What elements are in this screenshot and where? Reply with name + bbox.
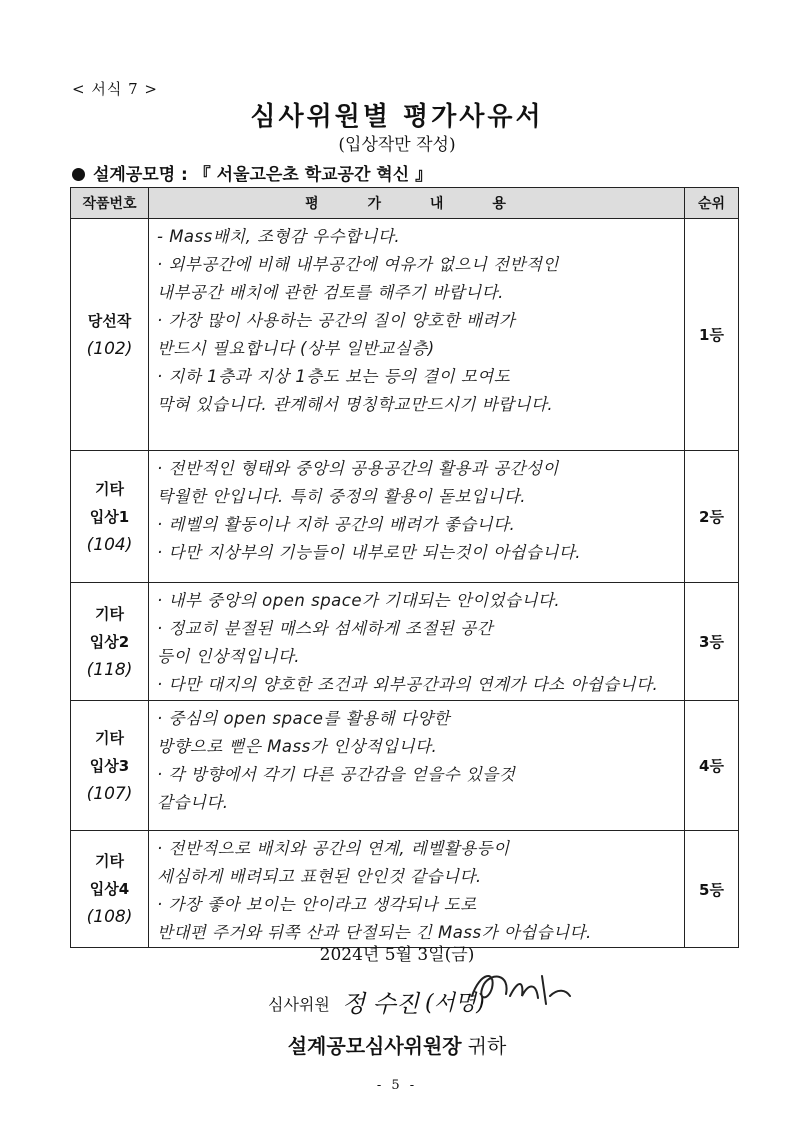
handwritten-comment-line: 같습니다. (157, 793, 229, 812)
document-subtitle: (입상작만 작성) (338, 135, 456, 155)
table-header-row (71, 188, 739, 219)
handwritten-comment-line: · 가장 많이 사용하는 공간의 질이 양호한 배려가 (157, 311, 516, 330)
signer-label: 심사위원 (268, 995, 330, 1014)
handwritten-comment-line: · 다만 지상부의 기능들이 내부로만 되는것이 아쉽습니다. (157, 543, 582, 562)
entry-number: (104) (86, 534, 133, 555)
document-date: 2024년 5월 3일(금) (319, 945, 475, 965)
handwritten-comment-line: · 가장 좋아 보이는 안이라고 생각되나 도로 (157, 895, 477, 914)
handwritten-comment-line: - Mass배치, 조형감 우수합니다. (157, 227, 401, 246)
header-entry-number: 작품번호 (71, 188, 149, 219)
table-row (71, 451, 739, 583)
handwritten-comment-line: · 정교히 분절된 매스와 섬세하게 조절된 공간 (157, 619, 494, 638)
signer-line (268, 984, 485, 1019)
entry-cell (71, 831, 149, 948)
entry-category: 기타 입상2 (89, 604, 130, 651)
rank-cell: 1등 (685, 219, 739, 451)
handwritten-comment-line: 탁월한 안입니다. 특히 중정의 활용이 돋보입니다. (157, 487, 526, 506)
table-row (71, 831, 739, 948)
handwritten-comment-line: 반대편 주거와 뒤쪽 산과 단절되는 긴 Mass가 아쉽습니다. (157, 923, 592, 942)
entry-cell (71, 583, 149, 701)
document-title: 심사위원별 평가사유서 (250, 102, 544, 132)
handwritten-comment-line: · 외부공간에 비해 내부공간에 여유가 없으니 전반적인 (157, 255, 559, 274)
handwritten-comment-line: · 내부 중앙의 open space가 기대되는 안이었습니다. (157, 591, 561, 610)
handwritten-comment-line: 막혀 있습니다. 관계해서 명칭학교만드시기 바랍니다. (157, 395, 554, 414)
signer-handwritten-name: 정 수진 (341, 990, 420, 1018)
evaluation-table (70, 187, 739, 948)
rank-cell: 3등 (685, 583, 739, 701)
handwritten-comment-line: · 다만 대지의 양호한 조건과 외부공간과의 연계가 다소 아쉽습니다. (157, 675, 659, 694)
entry-category: 당선작 (87, 311, 132, 330)
page-number: - 5 - (376, 1078, 418, 1093)
rank-cell: 5등 (685, 831, 739, 948)
addressee-main: 설계공모심사위원장 (287, 1034, 462, 1058)
entry-number: (118) (86, 659, 133, 680)
handwritten-comment-line: · 전반적인 형태와 중앙의 공용공간의 활용과 공간성이 (157, 459, 559, 478)
rank-cell: 4등 (685, 701, 739, 831)
evaluation-content-cell (149, 583, 685, 701)
handwritten-comment-line: 세심하게 배려되고 표현된 안인것 같습니다. (157, 867, 482, 886)
entry-number: (102) (86, 338, 133, 359)
table-row (71, 701, 739, 831)
signer-seal: (서명) (425, 991, 485, 1016)
entry-cell (71, 451, 149, 583)
handwritten-comment-line: · 중심의 open space를 활용해 다양한 (157, 709, 450, 728)
evaluation-content-cell (149, 219, 685, 451)
handwritten-comment-line: 반드시 필요합니다 (상부 일반교실층) (157, 339, 435, 358)
bullet-dot-icon (72, 168, 85, 181)
header-evaluation-content: 평 가 내 용 (149, 188, 685, 219)
signature-scribble-icon (466, 966, 576, 1010)
table-row (71, 219, 739, 451)
handwritten-comment-line: · 지하 1층과 지상 1층도 보는 등의 결이 모여도 (157, 367, 511, 386)
addressee-tail: 귀하 (467, 1034, 507, 1058)
form-number: < 서식 7 > (72, 80, 158, 98)
addressee-line (0, 1030, 794, 1059)
competition-name-line (72, 160, 432, 185)
handwritten-comment-line: 내부공간 배치에 관한 검토를 해주기 바랍니다. (157, 283, 504, 302)
entry-number: (107) (86, 783, 133, 804)
entry-number: (108) (86, 907, 133, 927)
evaluation-content-cell (149, 451, 685, 583)
handwritten-comment-line: · 레벨의 활동이나 지하 공간의 배려가 좋습니다. (157, 515, 516, 534)
entry-category: 기타 입상4 (89, 852, 130, 898)
competition-label: 설계공모명 : (93, 165, 188, 185)
competition-name: 『 서울고은초 학교공간 혁신 』 (193, 165, 433, 185)
entry-cell (71, 219, 149, 451)
entry-cell (71, 701, 149, 831)
evaluation-content-cell (149, 701, 685, 831)
entry-category: 기타 입상1 (89, 479, 130, 526)
handwritten-comment-line: 등이 인상적입니다. (157, 647, 301, 666)
entry-category: 기타 입상3 (89, 728, 130, 775)
handwritten-comment-line: · 각 방향에서 각기 다른 공간감을 얻을수 있을것 (157, 765, 516, 784)
table-row (71, 583, 739, 701)
evaluation-content-cell (149, 831, 685, 948)
handwritten-comment-line: · 전반적으로 배치와 공간의 연계, 레벨활용등이 (157, 839, 510, 858)
handwritten-comment-line: 방향으로 뻗은 Mass가 인상적입니다. (157, 737, 438, 756)
rank-cell: 2등 (685, 451, 739, 583)
header-rank: 순위 (685, 188, 739, 219)
